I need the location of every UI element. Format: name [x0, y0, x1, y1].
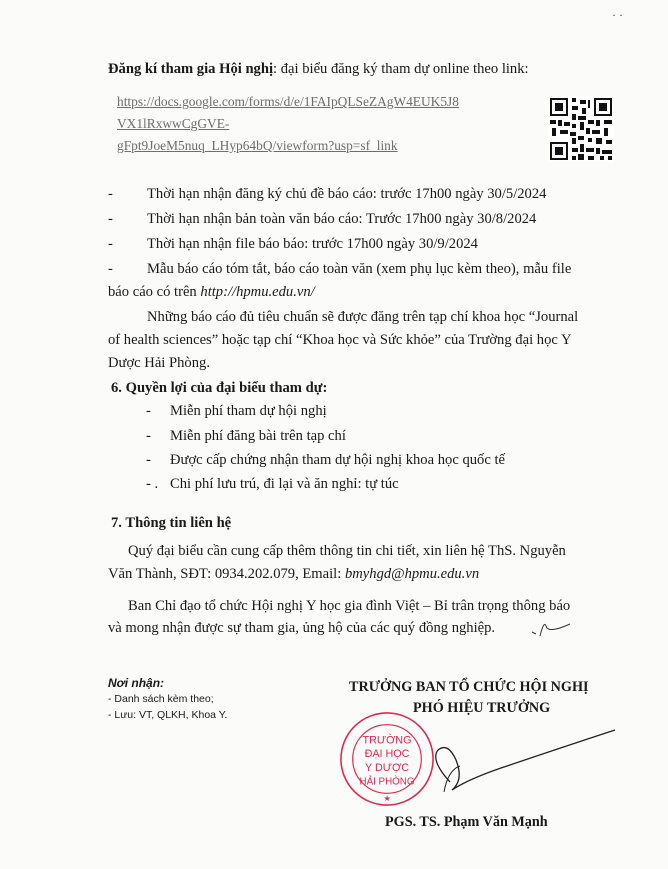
contact-line-2	[108, 563, 479, 585]
initials-mark	[530, 616, 572, 638]
handwritten-signature	[390, 720, 620, 800]
benefit-item: Miễn phí tham dự hội nghị	[170, 403, 327, 419]
template-prefix: báo cáo có trên	[108, 284, 201, 300]
bullet-dash: -	[146, 428, 151, 444]
registration-intro: : đại biểu đăng ký tham dự online theo link:	[273, 61, 529, 77]
svg-text:★: ★	[383, 794, 391, 804]
publication-line-3: Dược Hải Phòng.	[108, 355, 210, 371]
registration-link-3[interactable]: gFpt9JoeM5nuq_LHyp64bQ/viewform?usp=sf_link	[117, 138, 398, 153]
publication-line-2: of health sciences” hoặc tạp chí “Khoa học và Sức khỏe” của Trường đại học Y	[108, 332, 572, 348]
bullet-dash: -	[108, 211, 113, 227]
bullet-dash: - .	[146, 476, 159, 492]
scan-dots: · ·	[612, 8, 623, 22]
benefit-item: Được cấp chứng nhận tham dự hội nghị khoa học quốc tế	[170, 452, 505, 468]
contact-line-1: Quý đại biểu cần cung cấp thêm thông tin chi tiết, xin liên hệ ThS. Nguyễn	[128, 543, 566, 559]
contact-prefix: Văn Thành, SĐT: 0934.202.079, Email:	[108, 566, 345, 582]
registration-heading: Đăng kí tham gia Hội nghị	[108, 61, 274, 77]
bullet-dash: -	[146, 452, 151, 468]
signature-title-2: PHÓ HIỆU TRƯỞNG	[413, 700, 551, 716]
template-url[interactable]: http://hpmu.edu.vn/	[200, 284, 315, 300]
bullet-dash: -	[146, 403, 151, 419]
seal-line-2: ĐẠI HỌC	[364, 748, 410, 761]
template-line-2	[108, 281, 315, 303]
registration-line	[108, 58, 529, 80]
recipients-title: Nơi nhận:	[108, 676, 165, 690]
benefit-item: Chi phí lưu trú, đi lại và ăn nghỉ: tự túc	[170, 476, 399, 492]
benefit-item: Miễn phí đăng bài trên tạp chí	[170, 428, 346, 444]
publication-line-1: Những báo cáo đủ tiêu chuẩn sẽ được đăng trên tạp chí khoa học “Journal	[147, 309, 579, 325]
bullet-dash: -	[108, 236, 113, 252]
seal-line-4: HẢI PHÒNG	[359, 776, 415, 788]
deadline-fulltext: Thời hạn nhận bản toàn văn báo cáo: Trước 17h00 ngày 30/8/2024	[147, 211, 537, 227]
qr-code-icon[interactable]	[548, 96, 614, 162]
seal-line-3: Y DƯỢC	[365, 761, 409, 774]
registration-link-2[interactable]: VX1lRxwwCgGVE-	[117, 116, 230, 131]
closing-line-2: và mong nhận được sự tham gia, ủng hộ của các quý đồng nghiệp.	[108, 620, 496, 636]
seal-line-1: TRƯỜNG	[362, 734, 412, 747]
template-line-1: Mẫu báo cáo tóm tắt, báo cáo toàn văn (xem phụ lục kèm theo), mẫu file	[147, 261, 572, 277]
bullet-dash: -	[108, 186, 113, 202]
contact-email[interactable]: bmyhgd@hpmu.edu.vn	[344, 566, 480, 582]
bullet-dash: -	[108, 261, 113, 277]
recipient-item: - Danh sách kèm theo;	[108, 693, 214, 705]
closing-line-1: Ban Chỉ đạo tổ chức Hội nghị Y học gia đình Việt – Bỉ trân trọng thông báo	[128, 598, 571, 614]
section-7-title: 7. Thông tin liên hệ	[111, 515, 232, 531]
registration-link-1[interactable]: https://docs.google.com/forms/d/e/1FAIpQLSeZAgW4EUK5J8	[117, 94, 459, 109]
deadline-topic: Thời hạn nhận đăng ký chủ đề báo cáo: trước 17h00 ngày 30/5/2024	[147, 186, 547, 202]
section-6-title: 6. Quyền lợi của đại biểu tham dự:	[111, 380, 328, 396]
signer-name: PGS. TS. Phạm Văn Mạnh	[385, 814, 548, 830]
recipient-item: - Lưu: VT, QLKH, Khoa Y.	[108, 709, 228, 721]
deadline-file: Thời hạn nhận file báo báo: trước 17h00 ngày 30/9/2024	[147, 236, 478, 252]
signature-title-1: TRƯỞNG BAN TỔ CHỨC HỘI NGHỊ	[349, 679, 589, 695]
